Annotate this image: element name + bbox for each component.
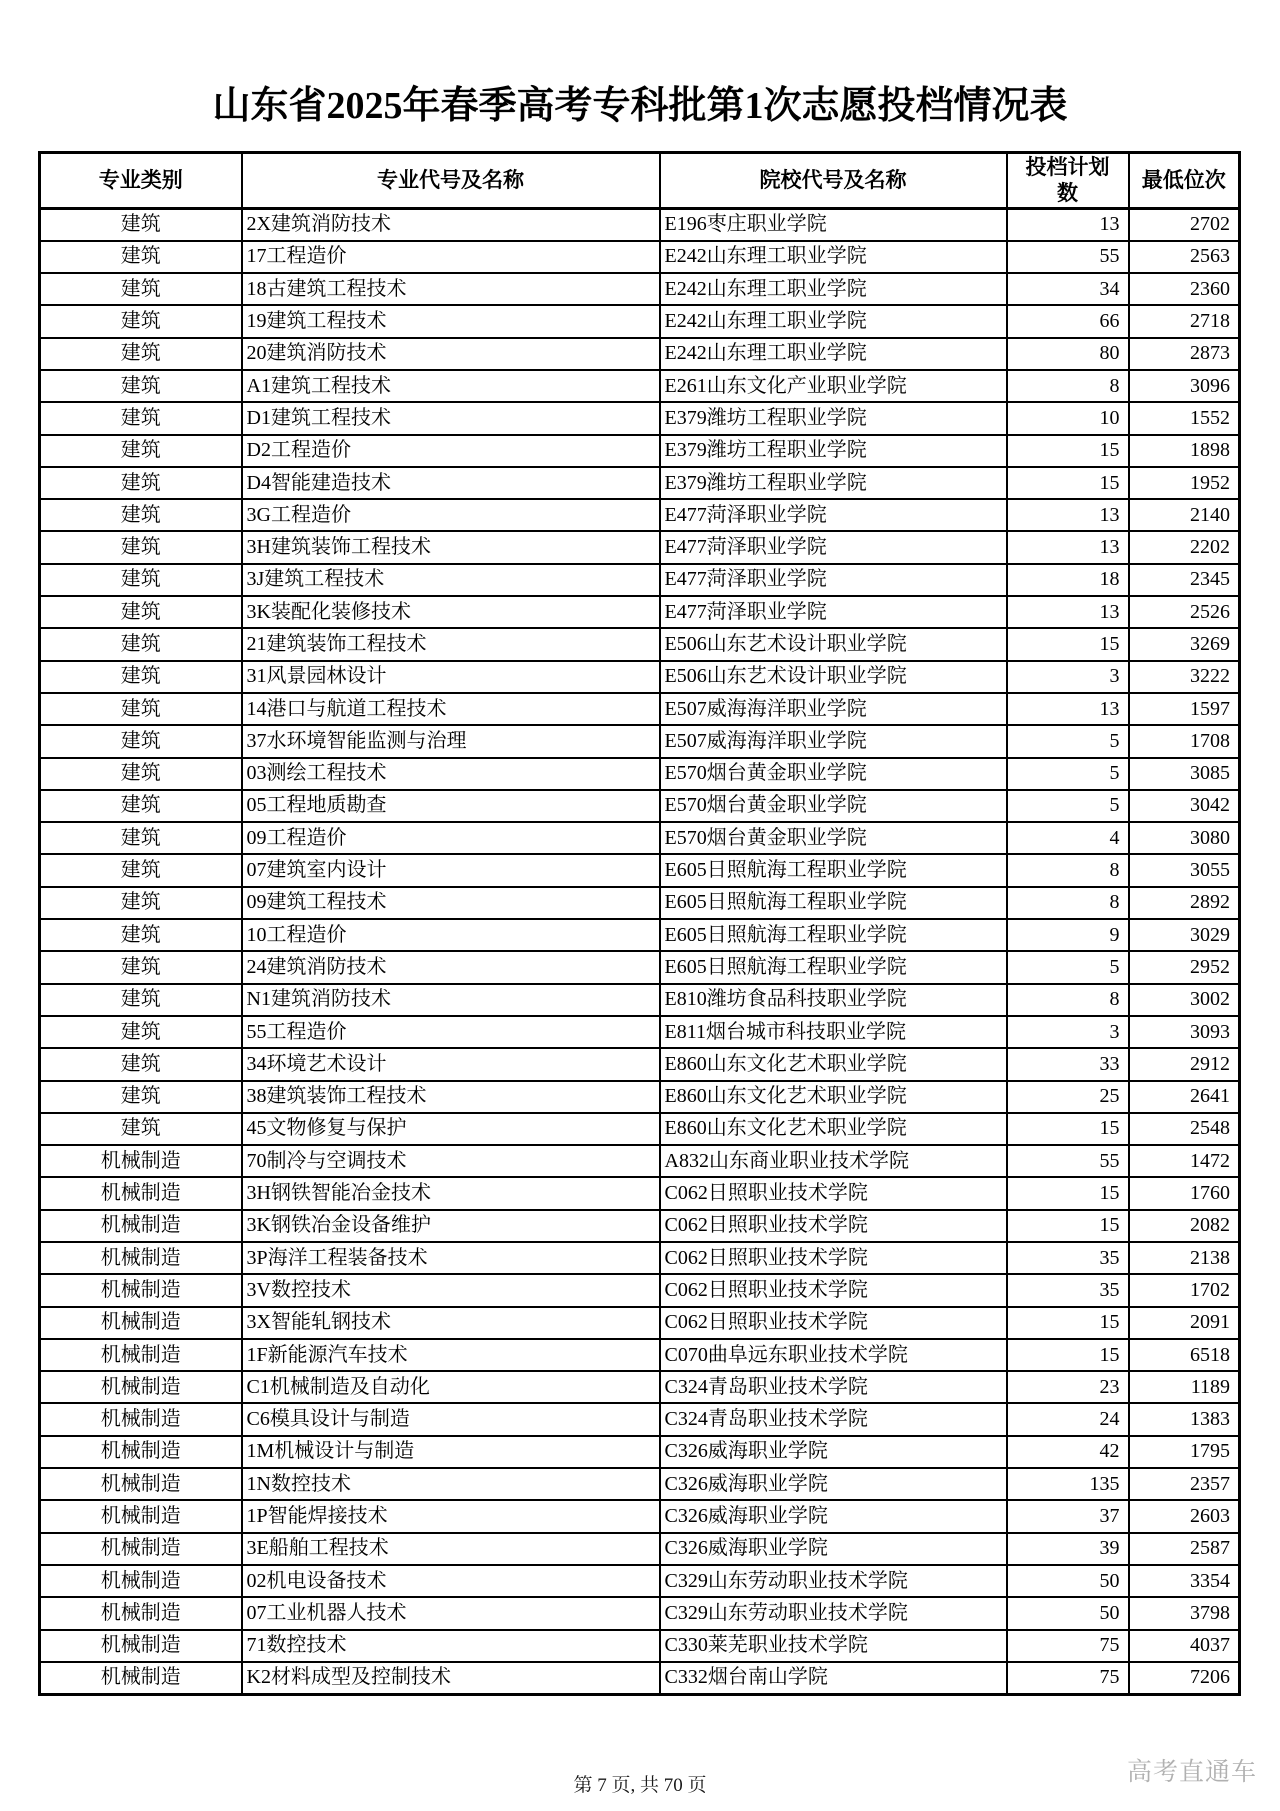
- major-cell: D1建筑工程技术: [242, 402, 660, 434]
- table-row: [40, 1662, 1240, 1694]
- table-row: [40, 531, 1240, 563]
- plan-cell: 75: [1007, 1630, 1129, 1662]
- major-cell: 3E船舶工程技术: [242, 1533, 660, 1565]
- rank-cell: 2357: [1129, 1468, 1240, 1500]
- major-cell: 1N数控技术: [242, 1468, 660, 1500]
- rank-cell: 2912: [1129, 1048, 1240, 1080]
- rank-cell: 3042: [1129, 790, 1240, 822]
- category-cell: 建筑: [40, 1113, 242, 1145]
- major-cell: 71数控技术: [242, 1630, 660, 1662]
- table-row: [40, 1016, 1240, 1048]
- major-cell: 55工程造价: [242, 1016, 660, 1048]
- college-cell: E242山东理工职业学院: [660, 305, 1007, 337]
- rank-cell: 1702: [1129, 1274, 1240, 1306]
- rank-cell: 2892: [1129, 887, 1240, 919]
- major-cell: 3J建筑工程技术: [242, 564, 660, 596]
- major-cell: 3G工程造价: [242, 499, 660, 531]
- category-cell: 机械制造: [40, 1533, 242, 1565]
- category-cell: 机械制造: [40, 1436, 242, 1468]
- category-cell: 建筑: [40, 822, 242, 854]
- major-cell: 31风景园林设计: [242, 661, 660, 693]
- major-cell: 05工程地质勘查: [242, 790, 660, 822]
- major-cell: 1P智能焊接技术: [242, 1500, 660, 1532]
- college-cell: E507威海海洋职业学院: [660, 693, 1007, 725]
- header-category: 专业类别: [40, 153, 242, 209]
- rank-cell: 2873: [1129, 338, 1240, 370]
- plan-cell: 35: [1007, 1274, 1129, 1306]
- college-cell: E477菏泽职业学院: [660, 499, 1007, 531]
- rank-cell: 2082: [1129, 1210, 1240, 1242]
- college-cell: E810潍坊食品科技职业学院: [660, 984, 1007, 1016]
- category-cell: 建筑: [40, 628, 242, 660]
- college-cell: E379潍坊工程职业学院: [660, 467, 1007, 499]
- plan-cell: 13: [1007, 531, 1129, 563]
- major-cell: 38建筑装饰工程技术: [242, 1081, 660, 1113]
- major-cell: 20建筑消防技术: [242, 338, 660, 370]
- college-cell: E860山东文化艺术职业学院: [660, 1081, 1007, 1113]
- header-major-code-name: 专业代号及名称: [242, 153, 660, 209]
- plan-cell: 33: [1007, 1048, 1129, 1080]
- category-cell: 机械制造: [40, 1242, 242, 1274]
- college-cell: C324青岛职业技术学院: [660, 1403, 1007, 1435]
- page-title: 山东省2025年春季高考专科批第1次志愿投档情况表: [212, 85, 1068, 127]
- category-cell: 建筑: [40, 758, 242, 790]
- plan-cell: 5: [1007, 790, 1129, 822]
- table-row: [40, 1630, 1240, 1662]
- college-cell: E605日照航海工程职业学院: [660, 951, 1007, 983]
- major-cell: 07建筑室内设计: [242, 854, 660, 886]
- header-college-code-name: 院校代号及名称: [660, 153, 1007, 209]
- category-cell: 建筑: [40, 338, 242, 370]
- plan-cell: 42: [1007, 1436, 1129, 1468]
- major-cell: 09工程造价: [242, 822, 660, 854]
- plan-cell: 55: [1007, 241, 1129, 273]
- watermark-brand: 高考直通车: [1126, 1759, 1257, 1786]
- category-cell: 建筑: [40, 531, 242, 563]
- rank-cell: 2563: [1129, 241, 1240, 273]
- category-cell: 机械制造: [40, 1307, 242, 1339]
- major-cell: 70制冷与空调技术: [242, 1145, 660, 1177]
- plan-cell: 10: [1007, 402, 1129, 434]
- plan-cell: 15: [1007, 628, 1129, 660]
- table-row: [40, 273, 1240, 305]
- plan-cell: 24: [1007, 1403, 1129, 1435]
- college-cell: E242山东理工职业学院: [660, 241, 1007, 273]
- rank-cell: 3798: [1129, 1597, 1240, 1629]
- plan-cell: 15: [1007, 1210, 1129, 1242]
- college-cell: E477菏泽职业学院: [660, 531, 1007, 563]
- category-cell: 机械制造: [40, 1274, 242, 1306]
- table-row: [40, 1113, 1240, 1145]
- college-cell: A832山东商业职业技术学院: [660, 1145, 1007, 1177]
- major-cell: 3H建筑装饰工程技术: [242, 531, 660, 563]
- category-cell: 机械制造: [40, 1210, 242, 1242]
- rank-cell: 2702: [1129, 209, 1240, 241]
- table-row: [40, 919, 1240, 951]
- college-cell: E860山东文化艺术职业学院: [660, 1048, 1007, 1080]
- table-row: [40, 338, 1240, 370]
- college-cell: E570烟台黄金职业学院: [660, 822, 1007, 854]
- plan-cell: 18: [1007, 564, 1129, 596]
- plan-cell: 50: [1007, 1565, 1129, 1597]
- rank-cell: 2526: [1129, 596, 1240, 628]
- table-body: [40, 209, 1240, 1695]
- category-cell: 机械制造: [40, 1403, 242, 1435]
- table-row: [40, 1081, 1240, 1113]
- category-cell: 建筑: [40, 596, 242, 628]
- plan-cell: 35: [1007, 1242, 1129, 1274]
- college-cell: C062日照职业技术学院: [660, 1307, 1007, 1339]
- college-cell: C062日照职业技术学院: [660, 1242, 1007, 1274]
- plan-cell: 15: [1007, 1113, 1129, 1145]
- rank-cell: 2345: [1129, 564, 1240, 596]
- header-row: [40, 153, 1240, 209]
- plan-cell: 13: [1007, 499, 1129, 531]
- major-cell: 3P海洋工程装备技术: [242, 1242, 660, 1274]
- major-cell: 3K钢铁冶金设备维护: [242, 1210, 660, 1242]
- category-cell: 建筑: [40, 209, 242, 241]
- table-row: [40, 790, 1240, 822]
- table-row: [40, 887, 1240, 919]
- rank-cell: 1472: [1129, 1145, 1240, 1177]
- category-cell: 建筑: [40, 467, 242, 499]
- table-row: [40, 1533, 1240, 1565]
- plan-cell: 75: [1007, 1662, 1129, 1694]
- plan-cell: 15: [1007, 1177, 1129, 1209]
- plan-cell: 4: [1007, 822, 1129, 854]
- plan-cell: 13: [1007, 693, 1129, 725]
- rank-cell: 2360: [1129, 273, 1240, 305]
- rank-cell: 2641: [1129, 1081, 1240, 1113]
- major-cell: 1F新能源汽车技术: [242, 1339, 660, 1371]
- major-cell: 07工业机器人技术: [242, 1597, 660, 1629]
- major-cell: 02机电设备技术: [242, 1565, 660, 1597]
- table-row: [40, 435, 1240, 467]
- college-cell: E605日照航海工程职业学院: [660, 887, 1007, 919]
- plan-cell: 23: [1007, 1371, 1129, 1403]
- major-cell: N1建筑消防技术: [242, 984, 660, 1016]
- table-row: [40, 209, 1240, 241]
- category-cell: 建筑: [40, 241, 242, 273]
- rank-cell: 2603: [1129, 1500, 1240, 1532]
- category-cell: 建筑: [40, 370, 242, 402]
- plan-cell: 8: [1007, 854, 1129, 886]
- rank-cell: 1708: [1129, 725, 1240, 757]
- college-cell: C062日照职业技术学院: [660, 1177, 1007, 1209]
- major-cell: 03测绘工程技术: [242, 758, 660, 790]
- rank-cell: 3096: [1129, 370, 1240, 402]
- major-cell: D2工程造价: [242, 435, 660, 467]
- college-cell: C326威海职业学院: [660, 1533, 1007, 1565]
- major-cell: D4智能建造技术: [242, 467, 660, 499]
- category-cell: 建筑: [40, 661, 242, 693]
- table-row: [40, 402, 1240, 434]
- plan-cell: 3: [1007, 661, 1129, 693]
- plan-cell: 50: [1007, 1597, 1129, 1629]
- table-row: [40, 1403, 1240, 1435]
- table-row: [40, 628, 1240, 660]
- college-cell: E570烟台黄金职业学院: [660, 790, 1007, 822]
- plan-cell: 39: [1007, 1533, 1129, 1565]
- category-cell: 建筑: [40, 564, 242, 596]
- rank-cell: 7206: [1129, 1662, 1240, 1694]
- table-row: [40, 984, 1240, 1016]
- plan-cell: 34: [1007, 273, 1129, 305]
- table-row: [40, 1565, 1240, 1597]
- table-row: [40, 241, 1240, 273]
- table-row: [40, 1371, 1240, 1403]
- major-cell: C1机械制造及自动化: [242, 1371, 660, 1403]
- header-plan-count: [1007, 153, 1129, 209]
- table-row: [40, 1048, 1240, 1080]
- rank-cell: 3002: [1129, 984, 1240, 1016]
- plan-cell: 8: [1007, 984, 1129, 1016]
- major-cell: 3X智能轧钢技术: [242, 1307, 660, 1339]
- college-cell: C326威海职业学院: [660, 1436, 1007, 1468]
- table-row: [40, 951, 1240, 983]
- category-cell: 建筑: [40, 402, 242, 434]
- category-cell: 机械制造: [40, 1145, 242, 1177]
- plan-cell: 37: [1007, 1500, 1129, 1532]
- table-row: [40, 1307, 1240, 1339]
- major-cell: C6模具设计与制造: [242, 1403, 660, 1435]
- college-cell: E506山东艺术设计职业学院: [660, 661, 1007, 693]
- college-cell: E379潍坊工程职业学院: [660, 435, 1007, 467]
- table-row: [40, 1500, 1240, 1532]
- college-cell: E242山东理工职业学院: [660, 273, 1007, 305]
- major-cell: 18古建筑工程技术: [242, 273, 660, 305]
- category-cell: 建筑: [40, 1048, 242, 1080]
- major-cell: 45文物修复与保护: [242, 1113, 660, 1145]
- rank-cell: 2952: [1129, 951, 1240, 983]
- plan-cell: 15: [1007, 1307, 1129, 1339]
- table-row: [40, 467, 1240, 499]
- college-cell: C062日照职业技术学院: [660, 1274, 1007, 1306]
- category-cell: 机械制造: [40, 1597, 242, 1629]
- rank-cell: 1597: [1129, 693, 1240, 725]
- college-cell: C326威海职业学院: [660, 1500, 1007, 1532]
- rank-cell: 4037: [1129, 1630, 1240, 1662]
- category-cell: 建筑: [40, 1081, 242, 1113]
- rank-cell: 1952: [1129, 467, 1240, 499]
- major-cell: A1建筑工程技术: [242, 370, 660, 402]
- rank-cell: 6518: [1129, 1339, 1240, 1371]
- plan-cell: 66: [1007, 305, 1129, 337]
- table-row: [40, 1145, 1240, 1177]
- plan-cell: 13: [1007, 209, 1129, 241]
- college-cell: E379潍坊工程职业学院: [660, 402, 1007, 434]
- college-cell: C332烟台南山学院: [660, 1662, 1007, 1694]
- table-row: [40, 1177, 1240, 1209]
- college-cell: E477菏泽职业学院: [660, 564, 1007, 596]
- category-cell: 建筑: [40, 919, 242, 951]
- college-cell: E605日照航海工程职业学院: [660, 854, 1007, 886]
- plan-cell: 3: [1007, 1016, 1129, 1048]
- category-cell: 机械制造: [40, 1565, 242, 1597]
- table-row: [40, 305, 1240, 337]
- table-row: [40, 725, 1240, 757]
- plan-cell: 5: [1007, 951, 1129, 983]
- category-cell: 建筑: [40, 887, 242, 919]
- rank-cell: 1383: [1129, 1403, 1240, 1435]
- table-row: [40, 1436, 1240, 1468]
- category-cell: 机械制造: [40, 1468, 242, 1500]
- category-cell: 机械制造: [40, 1177, 242, 1209]
- college-cell: E477菏泽职业学院: [660, 596, 1007, 628]
- major-cell: 14港口与航道工程技术: [242, 693, 660, 725]
- college-cell: E261山东文化产业职业学院: [660, 370, 1007, 402]
- table-row: [40, 1339, 1240, 1371]
- plan-cell: 8: [1007, 370, 1129, 402]
- college-cell: C329山东劳动职业技术学院: [660, 1565, 1007, 1597]
- major-cell: 2X建筑消防技术: [242, 209, 660, 241]
- category-cell: 建筑: [40, 790, 242, 822]
- category-cell: 建筑: [40, 1016, 242, 1048]
- plan-cell: 5: [1007, 758, 1129, 790]
- plan-cell: 15: [1007, 467, 1129, 499]
- plan-cell: 135: [1007, 1468, 1129, 1500]
- college-cell: C062日照职业技术学院: [660, 1210, 1007, 1242]
- category-cell: 建筑: [40, 693, 242, 725]
- major-cell: 24建筑消防技术: [242, 951, 660, 983]
- college-cell: C070曲阜远东职业技术学院: [660, 1339, 1007, 1371]
- table-row: [40, 854, 1240, 886]
- college-cell: C324青岛职业技术学院: [660, 1371, 1007, 1403]
- college-cell: C330莱芜职业技术学院: [660, 1630, 1007, 1662]
- rank-cell: 2718: [1129, 305, 1240, 337]
- rank-cell: 3085: [1129, 758, 1240, 790]
- header-min-rank: 最低位次: [1129, 153, 1240, 209]
- rank-cell: 2587: [1129, 1533, 1240, 1565]
- plan-cell: 5: [1007, 725, 1129, 757]
- plan-cell: 9: [1007, 919, 1129, 951]
- rank-cell: 2138: [1129, 1242, 1240, 1274]
- category-cell: 建筑: [40, 854, 242, 886]
- category-cell: 建筑: [40, 305, 242, 337]
- major-cell: 19建筑工程技术: [242, 305, 660, 337]
- category-cell: 建筑: [40, 273, 242, 305]
- category-cell: 机械制造: [40, 1339, 242, 1371]
- plan-cell: 15: [1007, 435, 1129, 467]
- table-row: [40, 564, 1240, 596]
- category-cell: 机械制造: [40, 1500, 242, 1532]
- rank-cell: 1189: [1129, 1371, 1240, 1403]
- major-cell: 37水环境智能监测与治理: [242, 725, 660, 757]
- table-header: [40, 153, 1240, 209]
- college-cell: E242山东理工职业学院: [660, 338, 1007, 370]
- table-row: [40, 370, 1240, 402]
- rank-cell: 3354: [1129, 1565, 1240, 1597]
- major-cell: 17工程造价: [242, 241, 660, 273]
- table-row: [40, 1242, 1240, 1274]
- plan-cell: 80: [1007, 338, 1129, 370]
- rank-cell: 1760: [1129, 1177, 1240, 1209]
- table-row: [40, 499, 1240, 531]
- major-cell: 3K装配化装修技术: [242, 596, 660, 628]
- major-cell: 10工程造价: [242, 919, 660, 951]
- table-row: [40, 1210, 1240, 1242]
- plan-cell: 15: [1007, 1339, 1129, 1371]
- major-cell: 1M机械设计与制造: [242, 1436, 660, 1468]
- rank-cell: 3029: [1129, 919, 1240, 951]
- rank-cell: 3080: [1129, 822, 1240, 854]
- major-cell: 3V数控技术: [242, 1274, 660, 1306]
- category-cell: 建筑: [40, 951, 242, 983]
- rank-cell: 2140: [1129, 499, 1240, 531]
- major-cell: K2材料成型及控制技术: [242, 1662, 660, 1694]
- category-cell: 建筑: [40, 725, 242, 757]
- college-cell: E570烟台黄金职业学院: [660, 758, 1007, 790]
- table-row: [40, 661, 1240, 693]
- rank-cell: 2548: [1129, 1113, 1240, 1145]
- college-cell: E811烟台城市科技职业学院: [660, 1016, 1007, 1048]
- college-cell: C329山东劳动职业技术学院: [660, 1597, 1007, 1629]
- rank-cell: 3093: [1129, 1016, 1240, 1048]
- rank-cell: 3222: [1129, 661, 1240, 693]
- table-row: [40, 1274, 1240, 1306]
- college-cell: E507威海海洋职业学院: [660, 725, 1007, 757]
- table-row: [40, 596, 1240, 628]
- plan-cell: 8: [1007, 887, 1129, 919]
- table-row: [40, 758, 1240, 790]
- category-cell: 机械制造: [40, 1371, 242, 1403]
- category-cell: 建筑: [40, 435, 242, 467]
- header-plan-count-label: 投档计划数: [1025, 155, 1110, 205]
- table-row: [40, 693, 1240, 725]
- major-cell: 3H钢铁智能冶金技术: [242, 1177, 660, 1209]
- college-cell: E860山东文化艺术职业学院: [660, 1113, 1007, 1145]
- rank-cell: 3269: [1129, 628, 1240, 660]
- rank-cell: 1552: [1129, 402, 1240, 434]
- major-cell: 09建筑工程技术: [242, 887, 660, 919]
- plan-cell: 13: [1007, 596, 1129, 628]
- major-cell: 34环境艺术设计: [242, 1048, 660, 1080]
- rank-cell: 1898: [1129, 435, 1240, 467]
- table-row: [40, 1468, 1240, 1500]
- category-cell: 机械制造: [40, 1662, 242, 1694]
- page-number: 第 7 页, 共 70 页: [573, 1775, 707, 1796]
- college-cell: E506山东艺术设计职业学院: [660, 628, 1007, 660]
- plan-cell: 55: [1007, 1145, 1129, 1177]
- category-cell: 建筑: [40, 984, 242, 1016]
- table-row: [40, 822, 1240, 854]
- major-cell: 21建筑装饰工程技术: [242, 628, 660, 660]
- college-cell: C326威海职业学院: [660, 1468, 1007, 1500]
- category-cell: 建筑: [40, 499, 242, 531]
- rank-cell: 1795: [1129, 1436, 1240, 1468]
- plan-cell: 25: [1007, 1081, 1129, 1113]
- rank-cell: 2091: [1129, 1307, 1240, 1339]
- table-row: [40, 1597, 1240, 1629]
- rank-cell: 3055: [1129, 854, 1240, 886]
- category-cell: 机械制造: [40, 1630, 242, 1662]
- college-cell: E196枣庄职业学院: [660, 209, 1007, 241]
- rank-cell: 2202: [1129, 531, 1240, 563]
- college-cell: E605日照航海工程职业学院: [660, 919, 1007, 951]
- admission-table: [38, 151, 1241, 1696]
